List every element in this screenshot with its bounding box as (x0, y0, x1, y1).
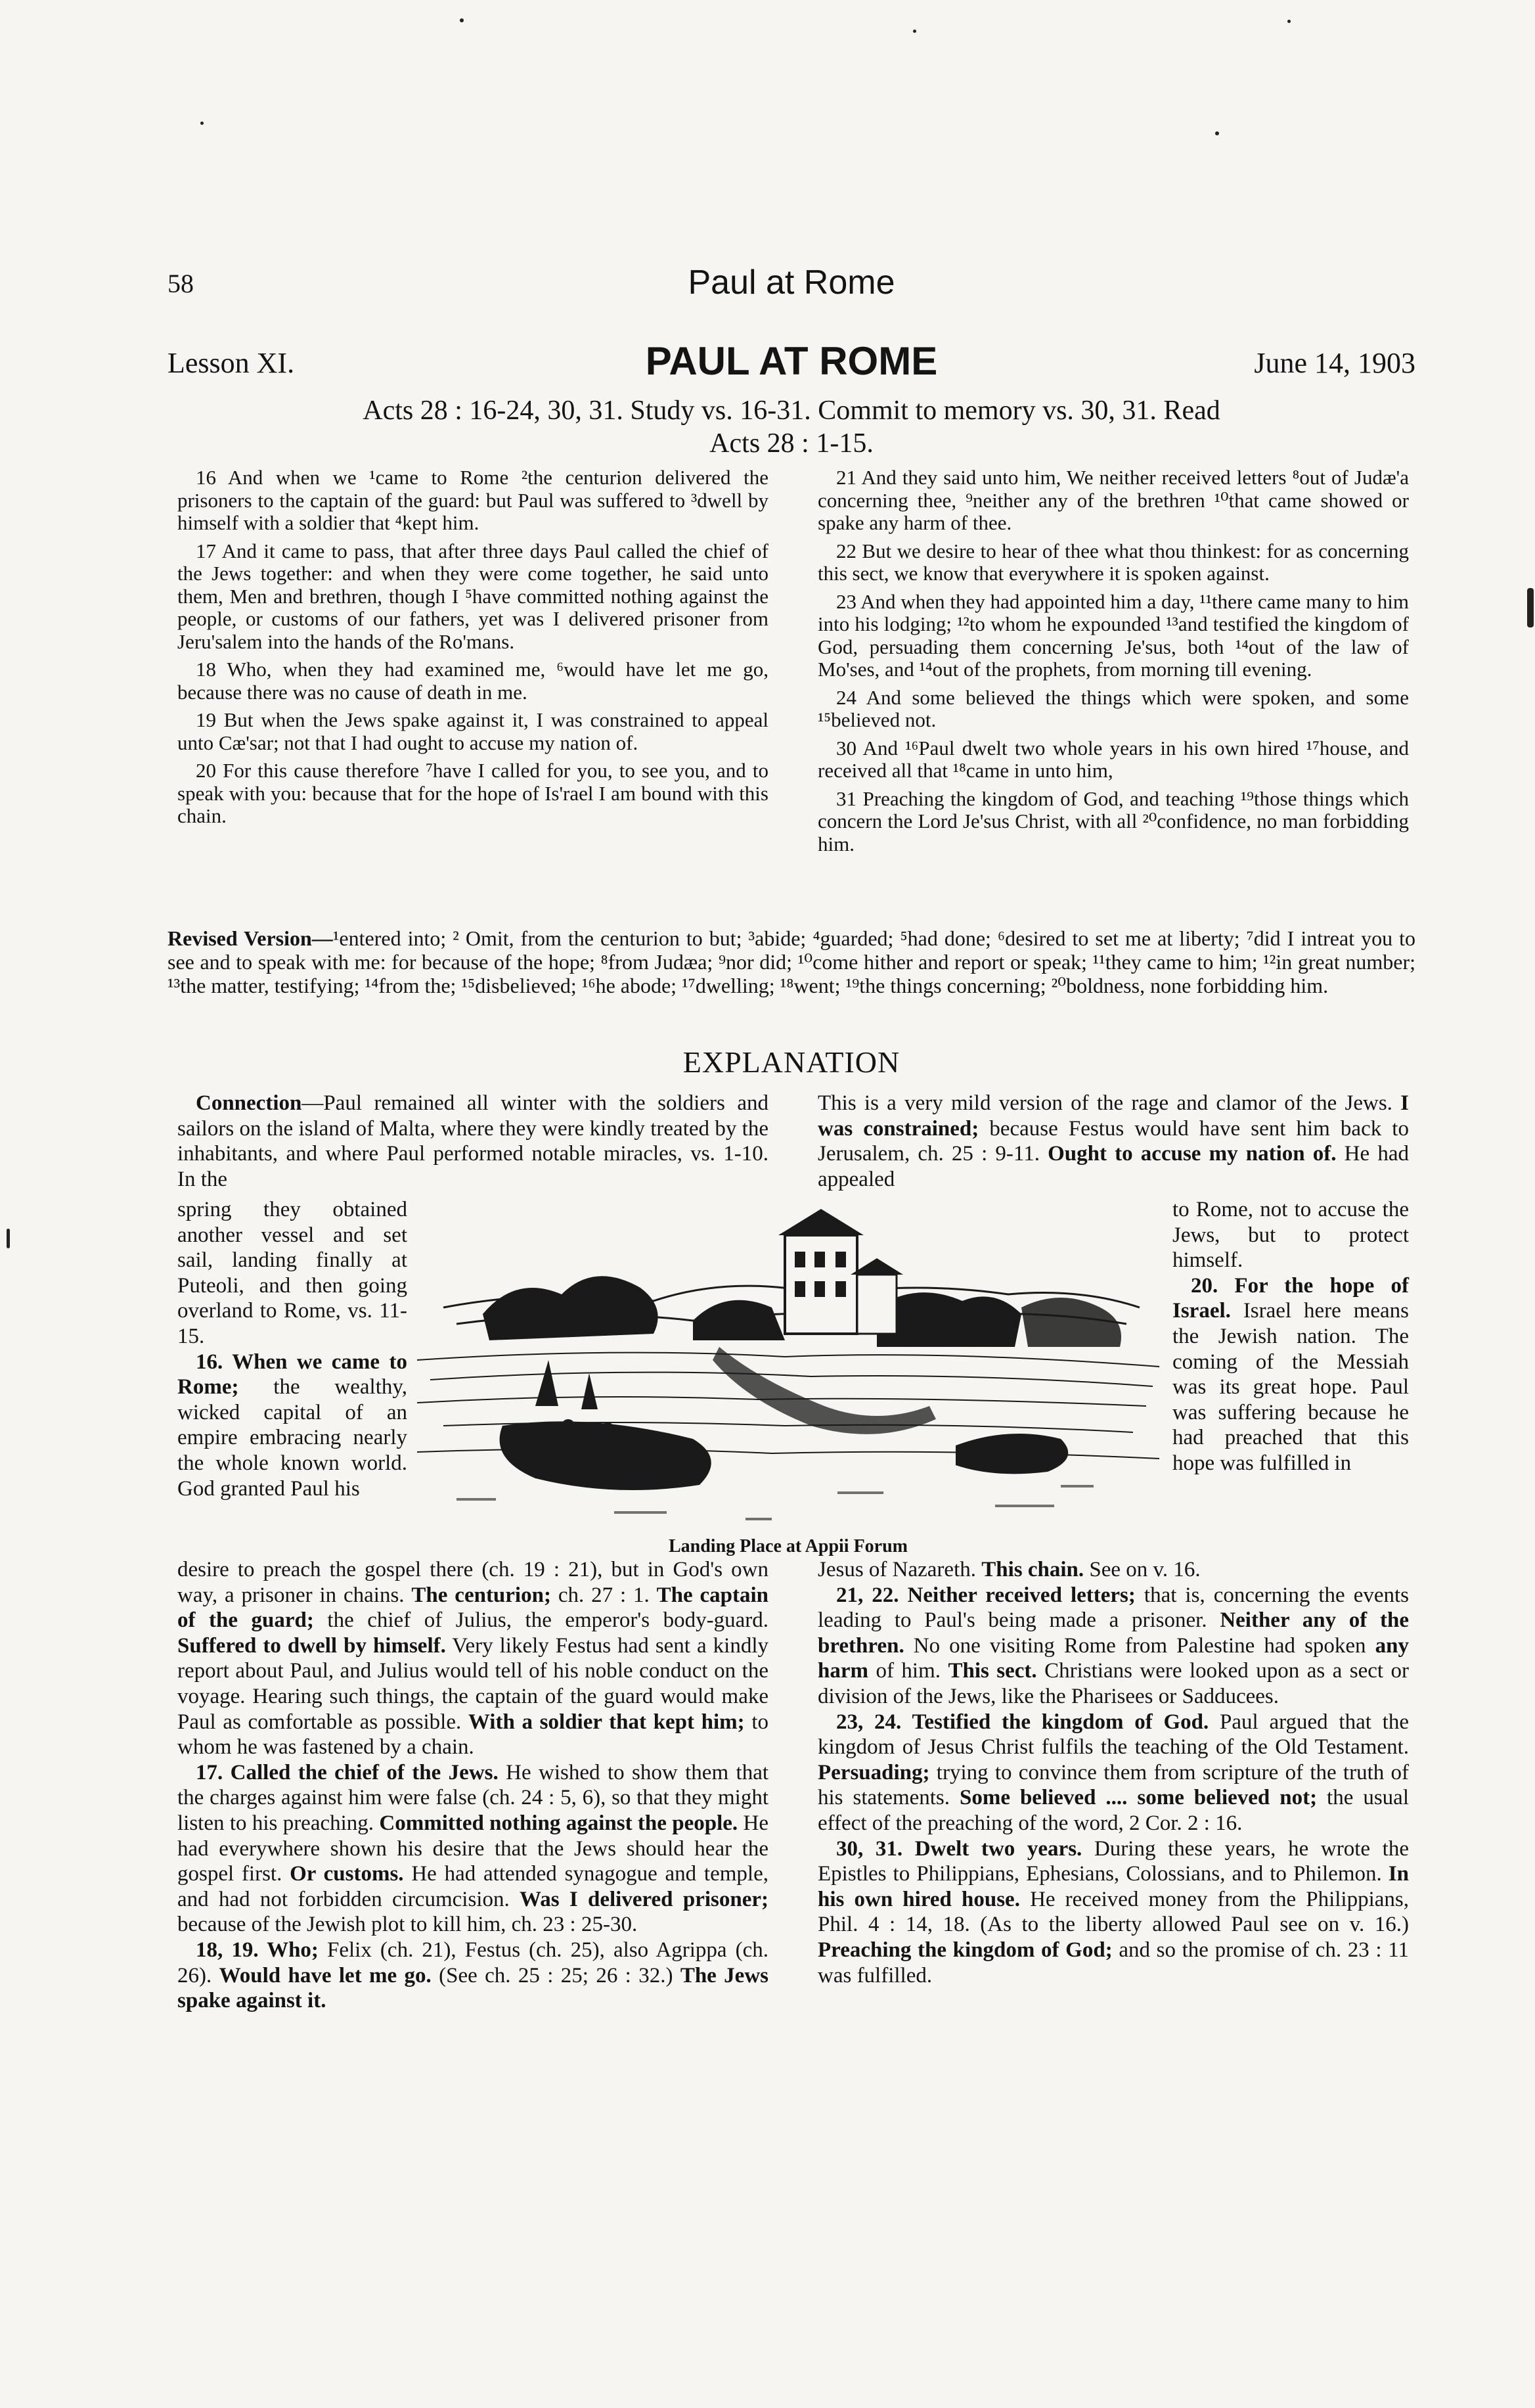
bold-term: Neither any of the brethren. (818, 1608, 1409, 1658)
text-run: and so the promise of ch. 23 : 11 was fulfilled. (818, 1938, 1409, 1988)
bold-term: The centurion; (411, 1583, 551, 1607)
scripture-left-column (177, 466, 768, 833)
explanation-right-top (818, 1091, 1409, 1192)
lesson-label: Lesson XI. (167, 347, 295, 379)
verse: 17 And it came to pass, that after three days Paul called the chief of the Jews together: and when they were come together, he said unto them, Men and brethren, though I ⁵have committed nothing against the people, or customs of our fathers, yet was I delivered prisoner from Jeru'salem into the hands of the Ro'mans. (177, 539, 768, 653)
text-run: This is a very mild version of the rage and clamor of the Jews. (818, 1091, 1401, 1115)
bold-term: any harm (818, 1633, 1409, 1683)
explanation-paragraph (818, 1557, 1409, 1583)
text-run: Paul argued that the kingdom of Jesus Christ fulfils the teaching of the Old Testament. (818, 1710, 1409, 1760)
text-run: Felix (ch. 21), Festus (ch. 25), also Agrippa (ch. 26). (177, 1938, 768, 1988)
verse: 21 And they said unto him, We neither received letters ⁸out of Judæ'a concerning thee, ⁹neither any of the brethren ¹⁰that came showed or spake any harm of thee. (818, 466, 1409, 534)
scripture-right-column (818, 466, 1409, 861)
explanation-paragraph (818, 1583, 1409, 1710)
text-run: because Festus would have sent him back to Jerusalem, ch. 25 : 9-11. (818, 1116, 1409, 1166)
bold-term: In his own hired house. (818, 1862, 1409, 1911)
bold-term: Ought to accuse my nation of. (1048, 1142, 1337, 1166)
page-number: 58 (167, 269, 194, 298)
revised-version-label: Revised Version— (167, 926, 333, 950)
explanation-paragraph (177, 1197, 407, 1350)
verse: 30 And ¹⁶Paul dwelt two whole years in his own hired ¹⁷house, and received all that ¹⁸came in unto him, (818, 736, 1409, 782)
explanation-heading: EXPLANATION (682, 1045, 901, 1079)
bold-term: Committed nothing against the people. (379, 1811, 738, 1835)
bold-term: This sect. (948, 1659, 1037, 1683)
text-run: to whom he was fastened by a chain. (177, 1710, 768, 1760)
bold-term: 18, 19. Who; (196, 1938, 319, 1962)
verse: 31 Preaching the kingdom of God, and teaching ¹⁹those things which concern the Lord Je'sus Christ, with all ²⁰confidence, no man forbidding him. (818, 786, 1409, 855)
bold-term: Some believed .... some believed not; (960, 1786, 1318, 1810)
text-run: (See ch. 25 : 25; 26 : 32.) (431, 1963, 680, 1988)
figure-caption: Landing Place at Appii Forum (668, 1536, 908, 1556)
text-run: spring they obtained another vessel and set sail, landing finally at Puteoli, and then going overland to Rome, vs. 11-15. (177, 1198, 407, 1348)
verse: 20 For this cause therefore ⁷have I called for you, to see you, and to speak with you: because that for the hope of Is'rael I am bound with this chain. (177, 759, 768, 827)
running-title: Paul at Rome (688, 263, 895, 302)
explanation-paragraph (177, 1938, 768, 2014)
bold-term: Connection (196, 1091, 302, 1115)
verse: 23 And when they had appointed him a day, ¹¹there came many to him into his lodging; ¹²to whom he expounded ¹³and testified the kingdom of God, persuading them concerning Je'sus, both ¹⁴out of the law of Mo'ses, and ¹⁴out of the prophets, from morning till evening. (818, 589, 1409, 681)
explanation-paragraph (177, 1091, 768, 1192)
reference-line-1: Acts 28 : 16-24, 30, 31. Study vs. 16-31. Commit to memory vs. 30, 31. Read (363, 396, 1220, 426)
text-run: Very likely Festus had sent a kindly report about Paul, and Julius would tell of his noble conduct on the voyage. Hearing such things, the captain of the guard would make Paul as comfortable as possible. (177, 1633, 768, 1734)
text-run: He had everywhere shown his desire that the Jews should hear the gospel first. (177, 1811, 769, 1886)
text-run: No one visiting Rome from Palestine had spoken (904, 1633, 1375, 1658)
bold-term: 23, 24. Testified the kingdom of God. (836, 1710, 1209, 1734)
text-run: He had attended synagogue and temple, and had not forbidden circumcision. (177, 1862, 768, 1911)
explanation-paragraph (818, 1836, 1409, 1989)
bold-term: With a soldier that kept him; (468, 1710, 745, 1734)
explanation-paragraph (177, 1760, 768, 1938)
explanation-left-bottom (177, 1557, 768, 2014)
text-run: the usual effect of the preaching of the word, 2 Cor. 2 : 16. (818, 1786, 1409, 1835)
text-run: trying to convince them from scripture of the truth of his statements. (818, 1760, 1409, 1810)
bold-term: Was I delivered prisoner; (520, 1887, 768, 1911)
lesson-title: PAUL AT ROME (645, 339, 938, 383)
bold-term: Persuading; (818, 1760, 930, 1784)
explanation-right-narrow (1172, 1197, 1409, 1476)
explanation-paragraph (177, 1350, 407, 1502)
explanation-right-bottom (818, 1557, 1409, 1988)
explanation-left-narrow (177, 1197, 407, 1501)
bold-term: Would have let me go. (219, 1963, 432, 1988)
text-run: Christians were looked upon as a sect or division of the Jews, like the Pharisees or Sadducees. (818, 1659, 1410, 1708)
text-run: He had appealed (818, 1142, 1409, 1191)
text-run: the wealthy, wicked capital of an empire embracing nearly the whole known world. God granted Paul his (177, 1375, 407, 1501)
bold-term: 20. For the hope of Israel. (1172, 1273, 1409, 1323)
revised-version-text: ¹entered into; ² Omit, from the centurion to but; ³abide; ⁴guarded; ⁵had done; ⁶desired to set me at liberty; ⁷did I intreat you to see and to speak with me: for because of the hope; ⁸from Judæa; ⁹nor did; ¹⁰come hither and report or speak; ¹¹they came to him; ¹²in great number; ¹³the matter, testifying; ¹⁴from the; ¹⁵disbelieved; ¹⁶he abode; ¹⁷dwelling; ¹⁸went; ¹⁹the things concerning; ²⁰boldness, none forbidding him. (167, 926, 1416, 997)
text-run: of him. (868, 1659, 948, 1683)
landing-place-illustration (417, 1209, 1159, 1537)
text-run: the chief of Julius, the emperor's body-guard. (313, 1608, 768, 1633)
verse: 16 And when we ¹came to Rome ²the centurion delivered the prisoners to the captain of the guard: but Paul was suffered to ³dwell by himself with a soldier that ⁴kept him. (177, 466, 768, 534)
text-run: He received money from the Philippians, Phil. 4 : 14, 18. (As to the liberty allowed Paul see on v. 16.) (818, 1887, 1409, 1937)
explanation-paragraph (1172, 1273, 1409, 1476)
text-run: Israel here means the Jewish nation. The coming of the Messiah was its great hope. Paul was suffering because he had preached that this hope was fulfilled in (1172, 1299, 1409, 1475)
explanation-paragraph (177, 1557, 768, 1760)
text-run: He wished to show them that the charges against him were false (ch. 24 : 5, 6), so that they might listen to his preaching. (177, 1760, 769, 1835)
lesson-date: June 14, 1903 (1254, 347, 1415, 379)
bold-term: The Jews spake against it. (177, 1963, 769, 2013)
text-run: Jesus of Nazareth. (818, 1558, 982, 1581)
explanation-paragraph (818, 1091, 1409, 1192)
text-run: —Paul remained all winter with the soldiers and sailors on the island of Malta, where they were kindly treated by the inhabitants, and where Paul performed notable miracles, vs. 1-10. In the (177, 1091, 768, 1191)
bold-term: Suffered to dwell by himself. (177, 1633, 446, 1658)
verse: 22 But we desire to hear of thee what thou thinkest: for as concerning this sect, we know that everywhere it is spoken against. (818, 539, 1409, 585)
verse: 18 Who, when they had examined me, ⁶would have let me go, because there was no cause of death in me. (177, 658, 768, 704)
text-run: ch. 27 : 1. (550, 1583, 657, 1607)
lesson-title-row (167, 338, 1415, 384)
bold-term: 17. Called the chief of the Jews. (196, 1760, 499, 1784)
bold-term: Or customs. (290, 1862, 404, 1886)
verse: 19 But when the Jews spake against it, I was constrained to appeal unto Cæ'sar; not that I had ought to accuse my nation of. (177, 708, 768, 754)
revised-version (167, 926, 1415, 997)
text-run: During these years, he wrote the Epistles to Philippians, Ephesians, Colossians, and to Philemon. (818, 1836, 1409, 1886)
bold-term: I was constrained; (818, 1091, 1409, 1141)
explanation-paragraph (1172, 1197, 1409, 1273)
bold-term: This chain. (981, 1558, 1084, 1581)
text-run: that is, concerning the events leading to Paul's being made a prisoner. (818, 1583, 1409, 1633)
text-run: to Rome, not to accuse the Jews, but to protect himself. (1172, 1198, 1409, 1273)
bold-term: 21, 22. Neither received letters; (836, 1583, 1136, 1607)
reference-line-2: Acts 28 : 1-15. (709, 428, 874, 459)
text-run: desire to preach the gospel there (ch. 19 : 21), but in God's own way, a prisoner in chains. (177, 1558, 768, 1607)
bold-term: 16. When we came to Rome; (177, 1350, 407, 1399)
explanation-left-top (177, 1091, 768, 1192)
explanation-paragraph (818, 1710, 1409, 1836)
scripture-reference (167, 394, 1415, 460)
text-run: See on v. 16. (1084, 1558, 1201, 1581)
bold-term: Preaching the kingdom of God; (818, 1938, 1113, 1962)
engraving-image (417, 1209, 1159, 1537)
verse: 24 And some believed the things which were spoken, and some ¹⁵believed not. (818, 685, 1409, 731)
text-run: because of the Jewish plot to kill him, ch. 23 : 25-30. (177, 1913, 638, 1937)
bold-term: 30, 31. Dwelt two years. (836, 1836, 1082, 1861)
bold-term: The captain of the guard; (177, 1583, 768, 1633)
